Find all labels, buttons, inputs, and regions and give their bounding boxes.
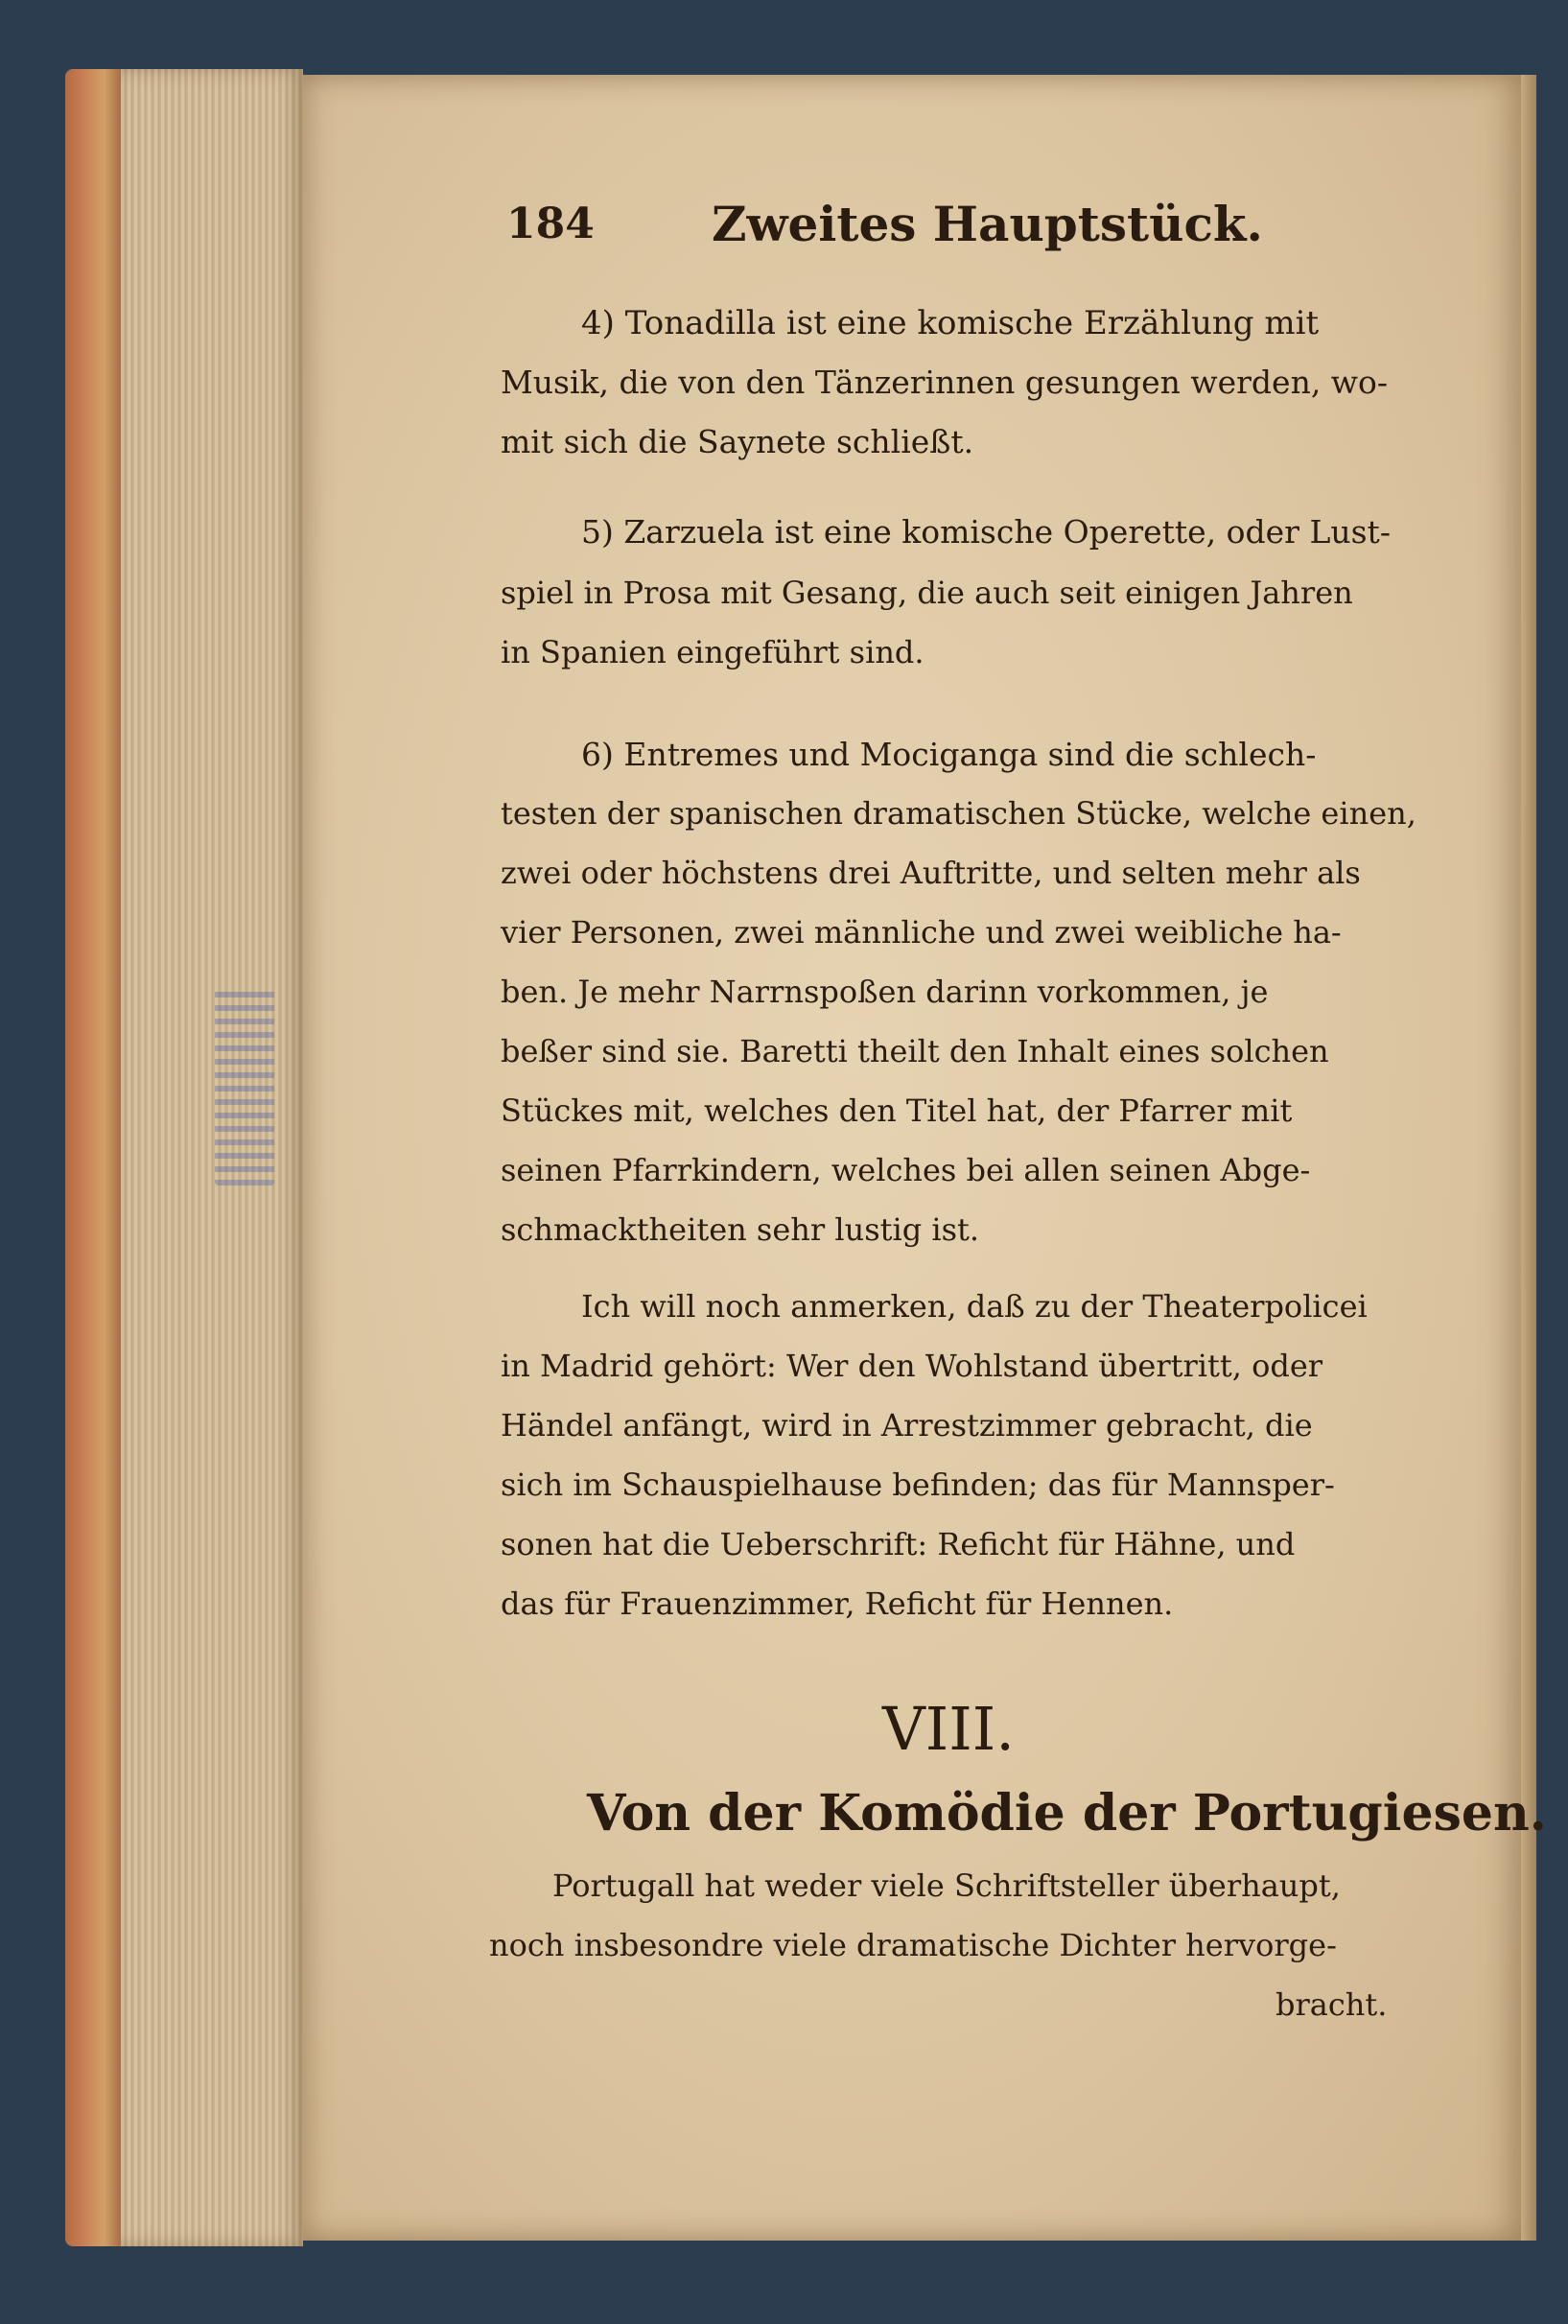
- final-paragraph-line-2: noch insbesondre viele dramatische Dichter hervorge-: [489, 1927, 1337, 1963]
- paragraph-4-line-6: das für Frauenzimmer, Reficht für Hennen.: [501, 1585, 1174, 1622]
- paragraph-3-line-5: ben. Je mehr Narrnspoßen darinn vorkommen, je: [501, 974, 1269, 1010]
- paragraph-2-line-3: in Spanien eingeführt sind.: [501, 634, 924, 670]
- paragraph-3-line-3: zwei oder höchstens drei Auftritte, und selten mehr als: [501, 855, 1361, 891]
- paragraph-4-line-5: sonen hat die Ueberschrift: Reficht für Hähne, und: [501, 1526, 1296, 1562]
- chapter-number: VIII.: [882, 1694, 1015, 1764]
- paragraph-4-line-4: sich im Schauspielhause befinden; das für Mannsper-: [501, 1467, 1335, 1503]
- running-title: Zweites Hauptstück.: [712, 196, 1263, 252]
- paragraph-3-line-9: schmacktheiten sehr lustig ist.: [501, 1211, 980, 1248]
- paragraph-3-line-2: testen der spanischen dramatischen Stücke, welche einen,: [501, 795, 1416, 832]
- paragraph-3-line-1: 6) Entremes und Mociganga sind die schlech-: [581, 736, 1317, 773]
- paragraph-3-line-6: beßer sind sie. Baretti theilt den Inhalt eines solchen: [501, 1033, 1329, 1069]
- paragraph-4-line-1: Ich will noch anmerken, daß zu der Theaterpolicei: [581, 1288, 1368, 1325]
- paragraph-1-line-1: 4) Tonadilla ist eine komische Erzählung mit: [581, 304, 1320, 342]
- paragraph-2-line-1: 5) Zarzuela ist eine komische Operette, oder Lust-: [581, 513, 1391, 551]
- page-number: 184: [506, 200, 595, 248]
- paragraph-2-line-2: spiel in Prosa mit Gesang, die auch seit einigen Jahren: [501, 575, 1353, 611]
- paragraph-3-line-4: vier Personen, zwei männliche und zwei weibliche ha-: [501, 914, 1342, 951]
- paragraph-3-line-8: seinen Pfarrkindern, welches bei allen seinen Abge-: [501, 1152, 1311, 1188]
- paragraph-3-line-7: Stückes mit, welches den Titel hat, der Pfarrer mit: [501, 1092, 1293, 1129]
- paragraph-4-line-3: Händel anfängt, wird in Arrestzimmer gebracht, die: [501, 1407, 1313, 1444]
- final-paragraph-line-1: Portugall hat weder viele Schriftsteller überhaupt,: [552, 1867, 1341, 1904]
- paragraph-1-line-3: mit sich die Saynete schließt.: [501, 423, 974, 460]
- paragraph-1-line-2: Musik, die von den Tänzerinnen gesungen werden, wo-: [501, 364, 1389, 401]
- chapter-title: Von der Komödie der Portugiesen.: [587, 1784, 1547, 1843]
- final-paragraph-line-3: bracht.: [1275, 1986, 1388, 2023]
- paragraph-4-line-2: in Madrid gehört: Wer den Wohlstand übertritt, oder: [501, 1348, 1323, 1384]
